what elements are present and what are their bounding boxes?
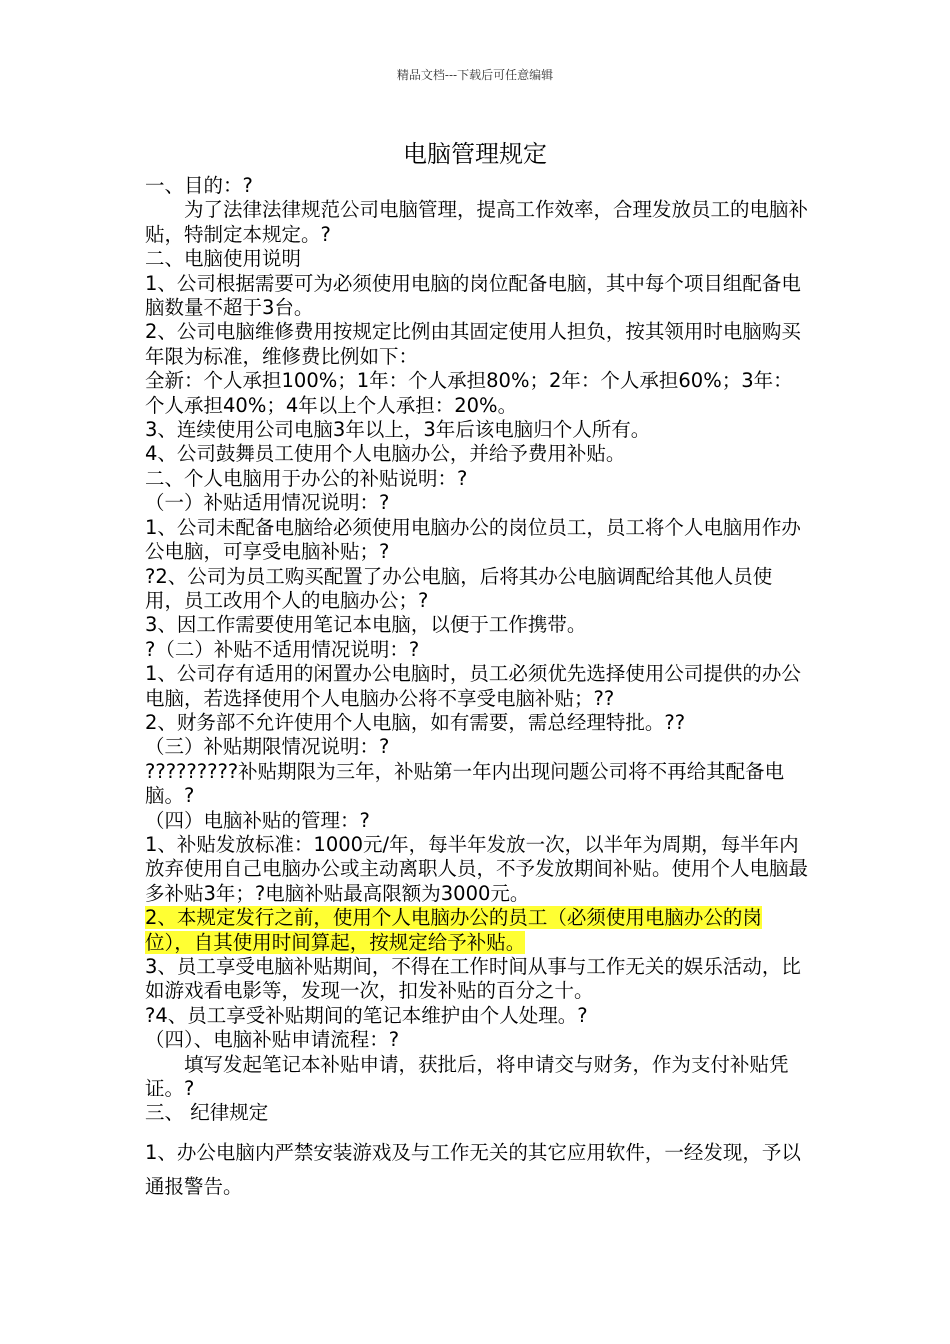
document-body — [145, 174, 809, 1204]
section-heading: 二、个人电脑用于办公的补贴说明：? — [145, 466, 468, 490]
subsection-heading: （一）补贴适用情况说明：? — [145, 491, 390, 515]
paragraph: 1、公司存有适用的闲置办公电脑时，员工必须优先选择使用公司提供的办公电脑，若选择使用个人电脑办公将不享受电脑补贴；?? — [145, 662, 801, 710]
paragraph: 2、公司电脑维修费用按规定比例由其固定使用人担负，按其领用时电脑购买年限为标准，维修费比例如下： — [145, 320, 801, 368]
section-heading: 三、 纪律规定 — [145, 1101, 269, 1125]
subsection-heading: （四）、电脑补贴申请流程：? — [145, 1028, 400, 1052]
paragraph: 1、公司未配备电脑给必须使用电脑办公的岗位员工，员工将个人电脑用作办公电脑，可享受电脑补贴；? — [145, 515, 801, 564]
paragraph: 2、财务部不允许使用个人电脑，如有需要，需总经理特批。?? — [145, 710, 686, 734]
paragraph: 为了法律法律规范公司电脑管理，提高工作效率，合理发放员工的电脑补贴，特制定本规定。? — [145, 198, 809, 246]
page-header: 精品文档---下载后可任意编辑 — [396, 68, 554, 82]
paragraph: 3、因工作需要使用笔记本电脑，以便于工作携带。 — [145, 613, 587, 637]
highlighted-paragraph — [145, 906, 809, 955]
paragraph: 4、公司鼓舞员工使用个人电脑办公，并给予费用补贴。 — [145, 442, 626, 466]
paragraph: ?????????补贴期限为三年，补贴第一年内出现问题公司将不再给其配备电脑。? — [145, 759, 785, 808]
highlight-text: 2、本规定发行之前，使用个人电脑办公的员工（必须使用电脑办公的岗位），自其使用时间算起，按规定给予补贴。 — [145, 906, 762, 954]
section-heading: 一、目的：? — [145, 174, 253, 197]
paragraph: ?2、公司为员工购买配置了办公电脑，后将其办公电脑调配给其他人员使用，员工改用个人的电脑办公；? — [145, 564, 773, 612]
paragraph: 全新：个人承担100%；1年：个人承担80%；2年：个人承担60%；3年：个人承担40%；4年以上个人承担：20%。 — [145, 369, 793, 417]
section-heading: 二、电脑使用说明 — [145, 247, 302, 271]
document-title: 电脑管理规定 — [403, 140, 547, 168]
paragraph: 3、连续使用公司电脑3年以上，3年后该电脑归个人所有。 — [145, 418, 651, 442]
paragraph: 填写发起笔记本补贴申请，获批后，将申请交与财务，作为支付补贴凭证。? — [145, 1052, 789, 1101]
paragraph: 1、办公电脑内严禁安装游戏及与工作无关的其它应用软件，一经发现，予以通报警告。 — [145, 1140, 801, 1198]
subsection-heading: ?（二）补贴不适用情况说明：? — [145, 637, 420, 661]
subsection-heading: （三）补贴期限情况说明：? — [145, 735, 390, 759]
paragraph: 1、公司根据需要可为必须使用电脑的岗位配备电脑，其中每个项目组配备电脑数量不超于3台。 — [145, 271, 801, 320]
paragraph: 1、补贴发放标准：1000元/年，每半年发放一次，以半年为周期，每半年内放弃使用自己电脑办公或主动离职人员，不予发放期间补贴。使用个人电脑最多补贴3年；?电脑补贴最高限额为3000元。 — [145, 832, 809, 905]
paragraph: ?4、员工享受补贴期间的笔记本维护由个人处理。? — [145, 1003, 588, 1027]
subsection-heading: （四）电脑补贴的管理：? — [145, 808, 370, 832]
paragraph: 3、员工享受电脑补贴期间，不得在工作时间从事与工作无关的娱乐活动，比如游戏看电影等，发现一次，扣发补贴的百分之十。 — [145, 955, 801, 1003]
